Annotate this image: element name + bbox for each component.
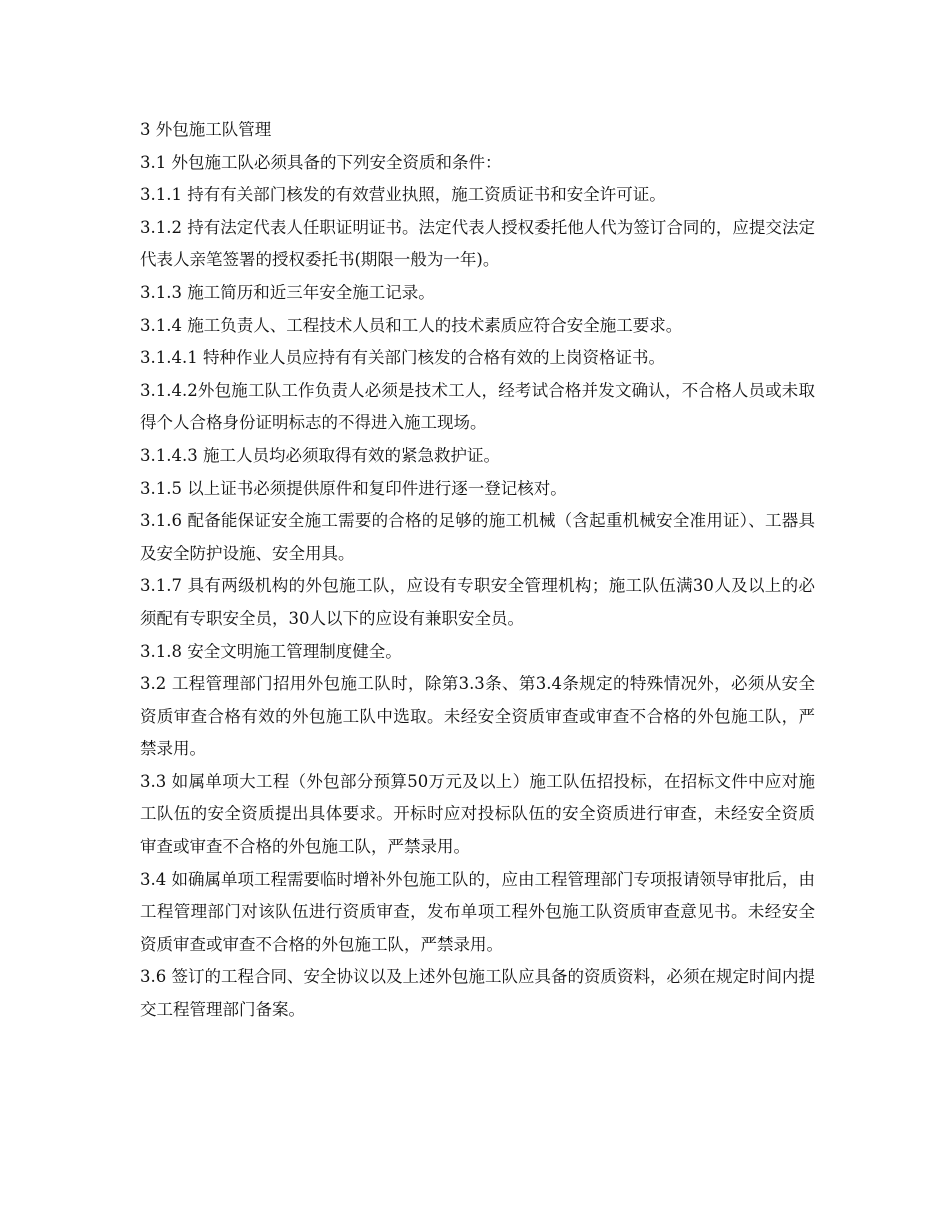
- paragraph: 3.1.4.2外包施工队工作负责人必须是技术工人，经考试合格并发文确认，不合格人员或未取得个人合格身份证明标志的不得进入施工现场。: [140, 380, 815, 433]
- paragraph: 3.4 如确属单项工程需要临时增补外包施工队的，应由工程管理部门专项报请领导审批后，由工程管理部门对该队伍进行资质审查，发布单项工程外包施工队资质审查意见书。未经安全资质审查或审查不合格的外包施工队，严禁录用。: [140, 869, 815, 954]
- paragraph: 3.1.4.1 特种作业人员应持有有关部门核发的合格有效的上岗资格证书。: [140, 348, 665, 368]
- paragraph: 3.1 外包施工队必须具备的下列安全资质和条件：: [140, 152, 502, 172]
- paragraph: 3.1.2 持有法定代表人任职证明证书。法定代表人授权委托他人代为签订合同的，应提交法定代表人亲笔签署的授权委托书(期限一般为一年)。: [140, 217, 815, 270]
- paragraph: 3.1.1 持有有关部门核发的有效营业执照，施工资质证书和安全许可证。: [140, 185, 666, 205]
- paragraph: 3.1.8 安全文明施工管理制度健全。: [140, 641, 402, 661]
- paragraph: 3.1.4.3 施工人员均必须取得有效的紧急救护证。: [140, 445, 500, 465]
- paragraph: 3.6 签订的工程合同、安全协议以及上述外包施工队应具备的资质资料，必须在规定时间内提交工程管理部门备案。: [140, 967, 815, 1020]
- paragraph: 3.1.5 以上证书必须提供原件和复印件进行逐一登记核对。: [140, 478, 567, 498]
- section-heading: 3 外包施工队管理: [140, 120, 272, 139]
- paragraph: 3.1.4 施工负责人、工程技术人员和工人的技术素质应符合安全施工要求。: [140, 315, 683, 335]
- document-body: [140, 114, 815, 1027]
- paragraph: 3.1.3 施工简历和近三年安全施工记录。: [140, 282, 435, 302]
- paragraph: 3.1.7 具有两级机构的外包施工队，应设有专职安全管理机构；施工队伍满30人及以上的必须配有专职安全员，30人以下的应设有兼职安全员。: [140, 576, 815, 628]
- paragraph: 3.1.6 配备能保证安全施工需要的合格的足够的施工机械（含起重机械安全准用证）、工器具及安全防护设施、安全用具。: [140, 511, 815, 563]
- paragraph: 3.2 工程管理部门招用外包施工队时，除第3.3条、第3.4条规定的特殊情况外，必须从安全资质审查合格有效的外包施工队中选取。未经安全资质审查或审查不合格的外包施工队，严禁录用。: [140, 674, 815, 759]
- paragraph: 3.3 如属单项大工程（外包部分预算50万元及以上）施工队伍招投标，在招标文件中应对施工队伍的安全资质提出具体要求。开标时应对投标队伍的安全资质进行审查，未经安全资质审查或审查不合格的外包施工队，严禁录用。: [140, 771, 815, 857]
